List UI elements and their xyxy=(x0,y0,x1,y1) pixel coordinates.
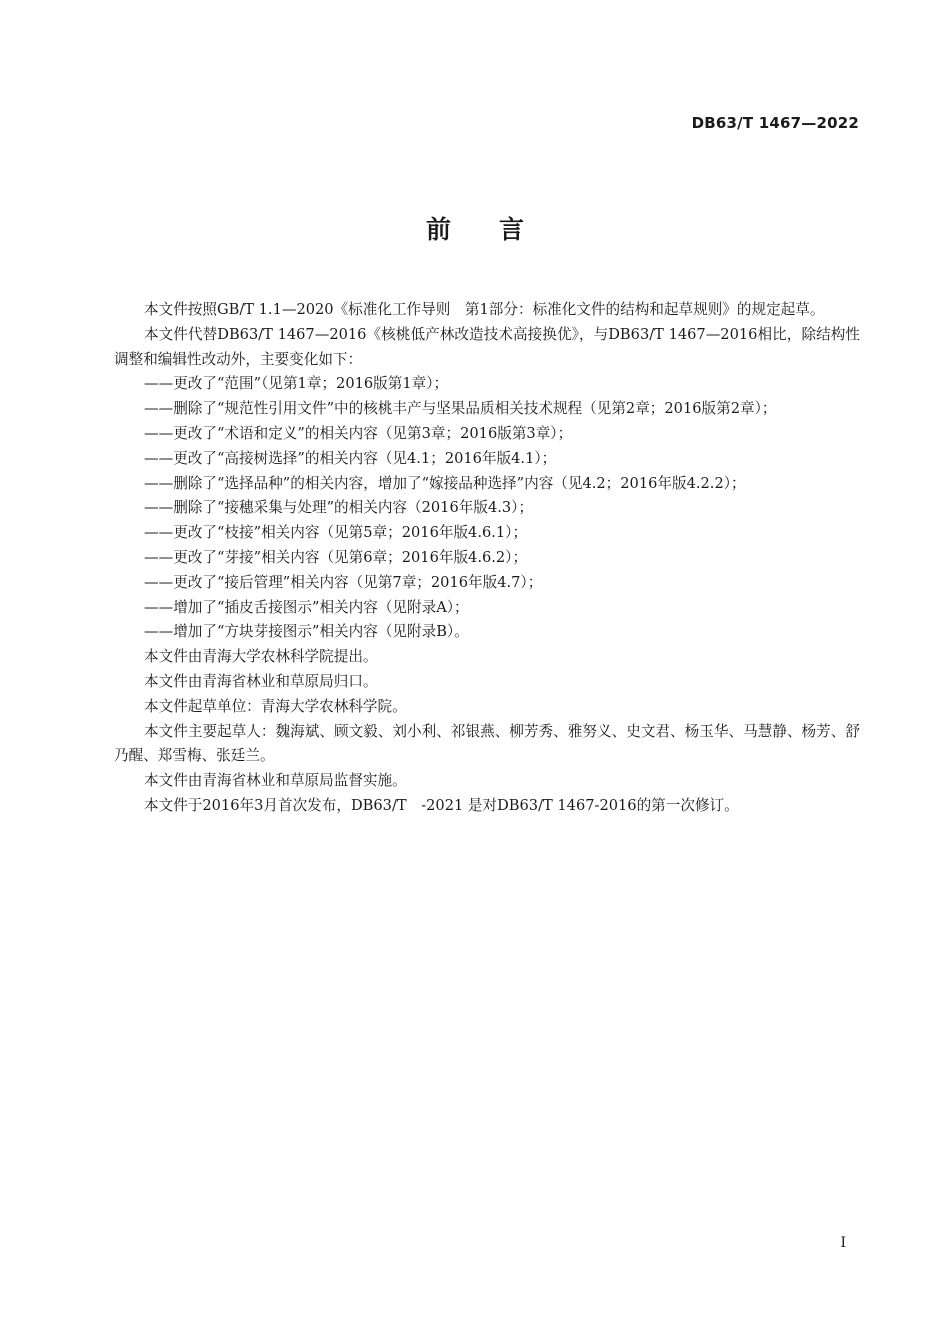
change-item: ——增加了“插皮舌接图示”相关内容（见附录A）； xyxy=(144,598,469,616)
page-title: 前言 xyxy=(425,215,572,244)
document-body xyxy=(114,298,860,819)
change-item: ——更改了“芽接”相关内容（见第6章；2016年版4.6.2）； xyxy=(144,548,528,566)
paragraph-supervisor: 本文件由青海省林业和草原局监督实施。 xyxy=(144,772,407,790)
change-item: ——删除了“接穗采集与处理”的相关内容（2016年版4.3）； xyxy=(144,499,534,517)
paragraph-drafters: 本文件主要起草人：魏海斌、顾文毅、刘小利、祁银燕、柳芳秀、雅努义、史文君、杨玉华、马慧静、杨芳、舒乃醒、郑雪梅、张廷兰。 xyxy=(114,722,860,765)
paragraph-administrator: 本文件由青海省林业和草原局归口。 xyxy=(144,672,378,690)
document-code: DB63/T 1467—2022 xyxy=(691,114,859,132)
change-item: ——更改了“范围”（见第1章；2016版第1章）； xyxy=(144,375,449,393)
change-item: ——删除了“选择品种”的相关内容，增加了“嫁接品种选择”内容（见4.2；2016年版4.2.2）； xyxy=(144,474,746,492)
paragraph-proposer: 本文件由青海大学农林科学院提出。 xyxy=(144,648,378,666)
paragraph-drafting-unit: 本文件起草单位：青海大学农林科学院。 xyxy=(144,697,407,715)
change-item: ——增加了“方块芽接图示”相关内容（见附录B）。 xyxy=(144,623,469,641)
change-item: ——更改了“枝接”相关内容（见第5章；2016年版4.6.1）； xyxy=(144,524,528,542)
paragraph-replacement-notice: 本文件代替DB63/T 1467—2016《核桃低产林改造技术高接换优》，与DB63/T 1467—2016相比，除结构性调整和编辑性改动外，主要变化如下： xyxy=(114,325,860,368)
change-item: ——更改了“术语和定义”的相关内容（见第3章；2016版第3章）； xyxy=(144,424,573,442)
page-number: I xyxy=(840,1235,846,1251)
change-item: ——删除了“规范性引用文件”中的核桃丰产与坚果品质相关技术规程（见第2章；2016版第2章）； xyxy=(144,400,777,418)
paragraph-release-history: 本文件于2016年3月首次发布，DB63/T -2021 是对DB63/T 1467-2016的第一次修订。 xyxy=(144,796,739,814)
change-item: ——更改了“接后管理”相关内容（见第7章；2016年版4.7）； xyxy=(144,573,543,591)
change-item: ——更改了“高接树选择”的相关内容（见4.1；2016年版4.1）； xyxy=(144,449,557,467)
paragraph-drafting-basis: 本文件按照GB/T 1.1—2020《标准化工作导则 第1部分：标准化文件的结构和起草规则》的规定起草。 xyxy=(144,301,825,318)
